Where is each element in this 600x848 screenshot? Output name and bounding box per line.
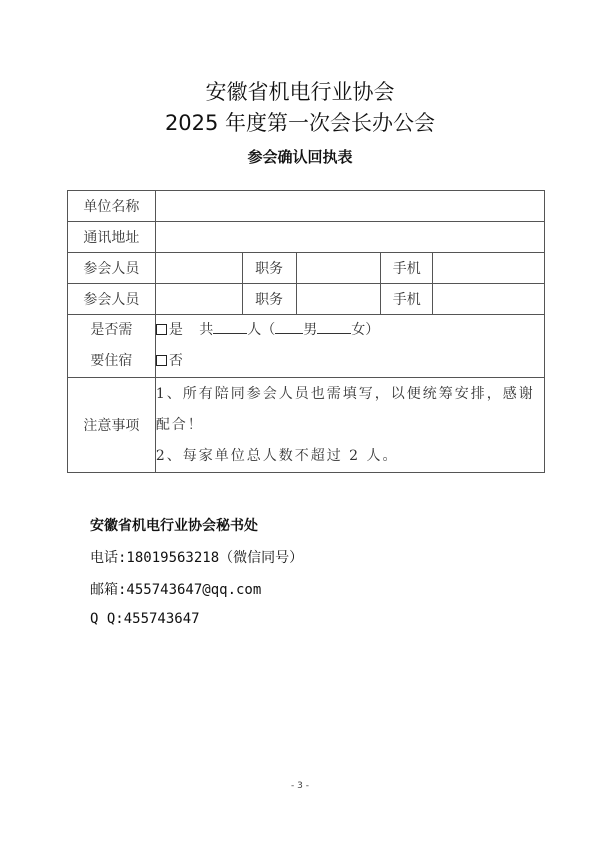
no-label: 否 [168,353,183,369]
contact-org: 安徽省机电行业协会秘书处 [90,518,258,534]
address-label: 通讯地址 [68,222,156,253]
org-title: 安徽省机电行业协会 [205,80,395,104]
phone-field[interactable] [433,253,545,284]
accommodation-yes-row [156,315,544,346]
total-prefix: 共 [199,322,214,338]
table-row [68,284,545,315]
phone-field[interactable] [433,284,545,315]
male-count-field[interactable] [275,321,303,334]
accommodation-label [68,315,156,378]
address-field[interactable] [155,222,544,253]
contact-qq: Q Q:455743647 [90,611,200,627]
attendee-label: 参会人员 [68,253,156,284]
total-count-field[interactable] [213,321,247,334]
table-row [68,191,545,222]
org-name-field[interactable] [155,191,544,222]
table-row [68,222,545,253]
accommodation-label-line2: 要住宿 [90,353,133,369]
rsvp-form-table [67,190,545,473]
accommodation-options [155,315,544,378]
form-title: 参会确认回执表 [247,148,353,166]
position-field[interactable] [296,284,381,315]
notes-item-1: 1、所有陪同参会人员也需填写，以便统筹安排，感谢配合！ [155,385,535,433]
accommodation-label-line1: 是否需 [90,322,133,338]
male-label: 男 [303,322,318,338]
contact-email: 邮箱:455743647@qq.com [90,582,262,598]
attendee-name-field[interactable] [155,253,242,284]
table-row [68,378,545,473]
yes-label: 是 [168,322,183,338]
notes-item-2: 2、每家单位总人数不超过 2 人。 [155,447,399,464]
table-row [68,253,545,284]
person-unit: 人（ [247,322,276,338]
accommodation-no-row [156,346,544,377]
org-name-label: 单位名称 [68,191,156,222]
phone-label: 手机 [381,284,433,315]
notes-content [155,378,544,473]
position-label: 职务 [242,284,296,315]
contact-phone: 电话:18019563218（微信同号） [90,550,304,566]
page-number: - 3 - [291,781,309,791]
phone-label: 手机 [381,253,433,284]
notes-label: 注意事项 [68,378,156,473]
attendee-label: 参会人员 [68,284,156,315]
attendee-name-field[interactable] [155,284,242,315]
no-checkbox[interactable] [156,355,167,366]
position-field[interactable] [296,253,381,284]
meeting-title: 2025 年度第一次会长办公会 [164,111,436,135]
female-label: 女） [351,322,380,338]
yes-checkbox[interactable] [156,324,167,335]
table-row [68,315,545,378]
female-count-field[interactable] [317,321,351,334]
position-label: 职务 [242,253,296,284]
